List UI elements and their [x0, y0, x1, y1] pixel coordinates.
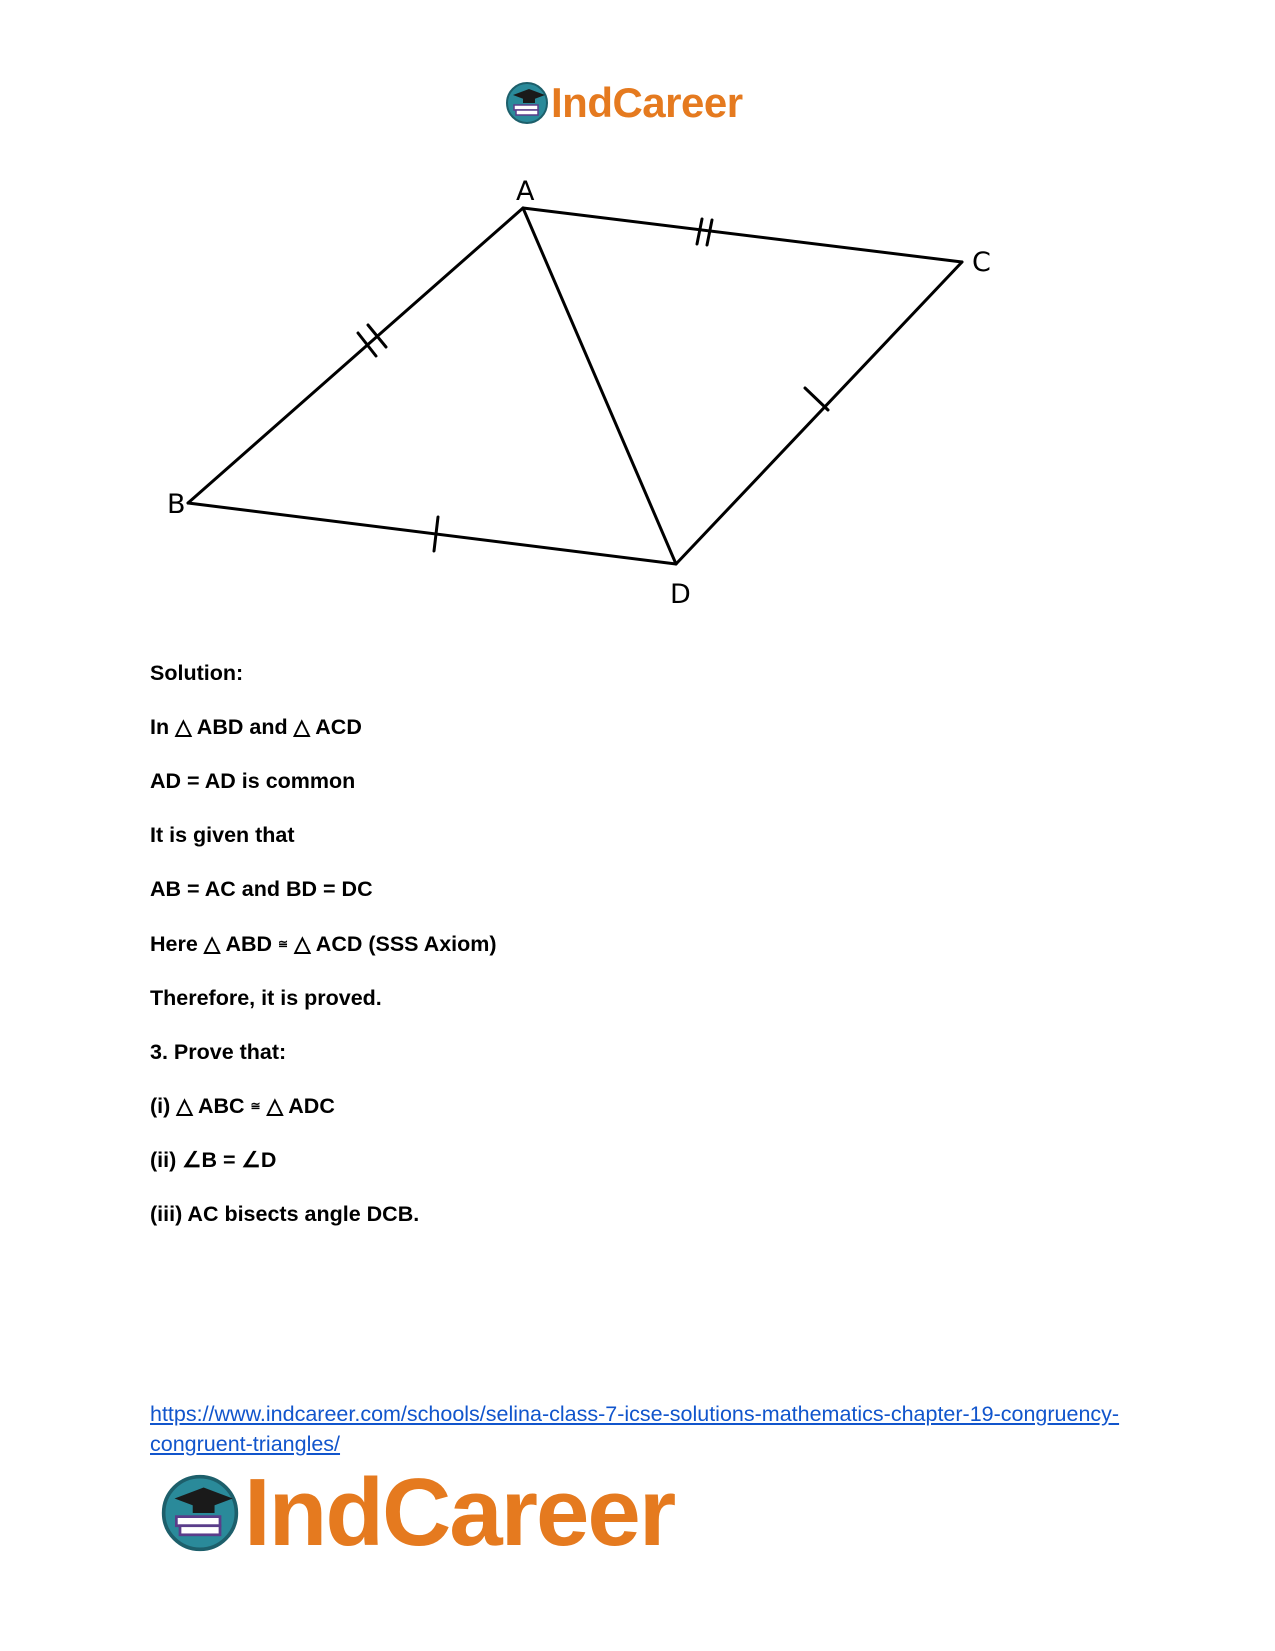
vertex-label-b: B [167, 489, 186, 520]
congruence-symbol: ≅ [278, 937, 289, 951]
tick-cd [805, 388, 828, 410]
segment-bd [188, 503, 676, 564]
graduation-cap-book-globe-icon [505, 81, 549, 125]
text-line: (i) △ ABC ≅ △ ADC [150, 1094, 335, 1118]
footer-logo [160, 1459, 675, 1566]
segment-ac [523, 208, 962, 262]
question-heading: 3. Prove that: [150, 1040, 287, 1064]
vertex-label-c: C [972, 247, 991, 278]
text-line: Therefore, it is proved. [150, 986, 382, 1010]
text-line: (ii) ∠B = ∠D [150, 1148, 277, 1172]
tick-ac-1 [697, 219, 702, 244]
graduation-cap-book-globe-icon [160, 1473, 240, 1553]
text-line: Here △ ABD ≅ △ ACD (SSS Axiom) [150, 932, 497, 956]
tick-bd [434, 517, 438, 551]
segment-ab [188, 208, 523, 503]
text-line: It is given that [150, 823, 295, 847]
header-logo [505, 78, 743, 128]
text-line: AB = AC and BD = DC [150, 877, 373, 901]
segment-cd [676, 262, 962, 564]
vertex-label-a: A [516, 178, 535, 207]
quadrilateral-figure [150, 178, 1050, 633]
text-line: In △ ABD and △ ACD [150, 715, 362, 739]
vertex-label-d: D [670, 579, 691, 610]
header-logo-text: IndCareer [551, 79, 743, 126]
footer-logo-text: IndCareer [244, 1459, 675, 1566]
segment-ad [523, 208, 676, 564]
text-line: (iii) AC bisects angle DCB. [150, 1202, 420, 1226]
text-line: AD = AD is common [150, 769, 356, 793]
source-url-link[interactable]: https://www.indcareer.com/schools/selina-class-7-icse-solutions-mathematics-chapter-19-congruency-congruent-triangles/ [150, 1402, 1120, 1456]
solution-heading: Solution: [150, 661, 244, 685]
congruence-symbol: ≅ [250, 1099, 261, 1113]
